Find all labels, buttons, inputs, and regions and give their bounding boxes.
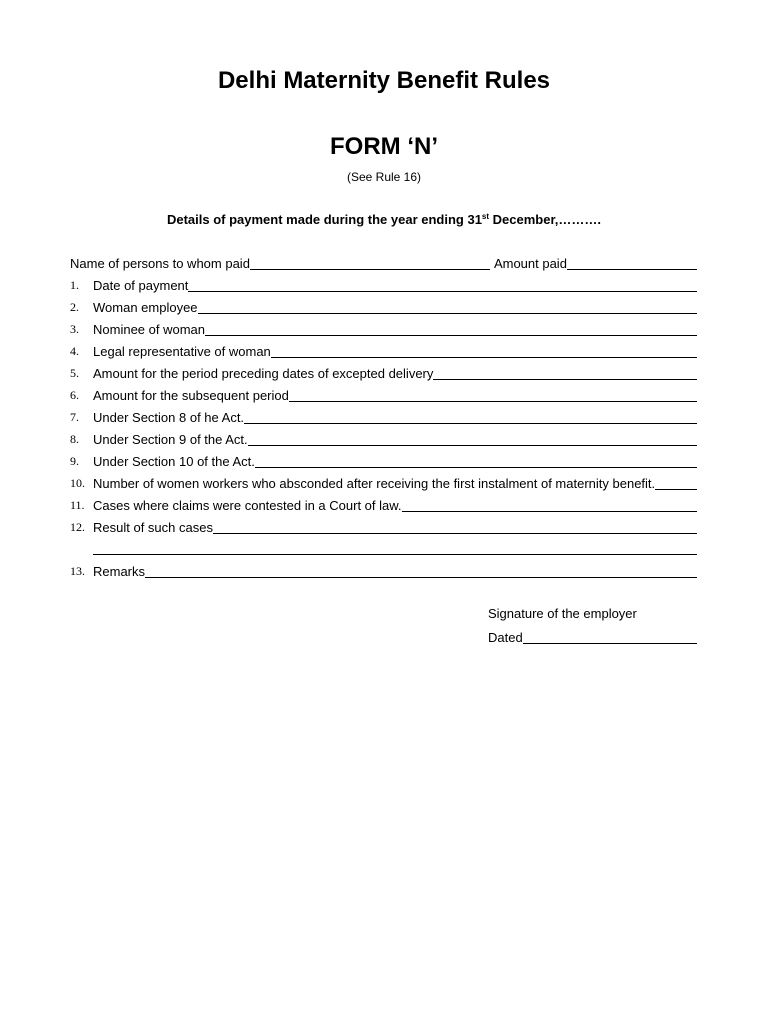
item-field[interactable] xyxy=(655,475,697,490)
form-item xyxy=(70,560,697,580)
payee-field[interactable] xyxy=(250,255,490,270)
details-heading xyxy=(0,211,768,229)
item-field[interactable] xyxy=(433,365,697,380)
form-item xyxy=(70,384,697,404)
item-number: 6. xyxy=(70,388,79,402)
item-label: Under Section 9 of the Act. xyxy=(93,432,248,447)
item-field[interactable] xyxy=(145,563,697,578)
item-label: Under Section 8 of he Act. xyxy=(93,410,245,425)
item-number: 1. xyxy=(70,278,79,292)
item-label: Remarks xyxy=(93,564,146,579)
item-number: 5. xyxy=(70,366,79,380)
item-number: 7. xyxy=(70,410,79,424)
payee-label: Name of persons to whom paid xyxy=(70,256,250,271)
item-number: 10. xyxy=(70,476,85,490)
details-superscript: st xyxy=(481,212,490,221)
payee-row xyxy=(70,252,697,272)
amount-paid-field[interactable] xyxy=(567,255,697,270)
dated-field[interactable] xyxy=(523,629,697,644)
signature-label: Signature of the employer xyxy=(488,606,637,621)
item-field[interactable] xyxy=(213,519,697,534)
item-field[interactable] xyxy=(205,321,697,336)
item-label: Date of payment xyxy=(93,278,189,293)
item-label: Amount for the subsequent period xyxy=(93,388,289,403)
item-label: Under Section 10 of the Act. xyxy=(93,454,255,469)
item-number: 11. xyxy=(70,498,85,512)
rule-reference: (See Rule 16) xyxy=(346,170,422,184)
item-number: 2. xyxy=(70,300,79,314)
item-field[interactable] xyxy=(289,387,697,402)
form-title: FORM ‘N’ xyxy=(330,133,438,160)
form-item xyxy=(70,362,697,382)
item-label: Cases where claims were contested in a Court of law. xyxy=(93,498,402,513)
item-continuation-field[interactable] xyxy=(93,553,697,555)
item-field[interactable] xyxy=(188,277,697,292)
dated-label: Dated xyxy=(488,630,523,645)
form-item xyxy=(70,406,697,426)
form-item xyxy=(70,428,697,448)
form-item xyxy=(70,296,697,316)
details-prefix: Details of payment made during the year ending 31 xyxy=(166,212,482,227)
item-label: Woman employee xyxy=(93,300,198,315)
item-number: 13. xyxy=(70,564,85,578)
item-label: Amount for the period preceding dates of excepted delivery xyxy=(93,366,434,381)
item-label: Result of such cases xyxy=(93,520,213,535)
form-item xyxy=(70,516,697,536)
item-number: 12. xyxy=(70,520,85,534)
item-field[interactable] xyxy=(248,431,697,446)
form-item xyxy=(70,472,697,492)
item-field[interactable] xyxy=(402,497,697,512)
form-item xyxy=(70,450,697,470)
details-suffix: December,………. xyxy=(489,212,602,227)
form-item xyxy=(70,494,697,514)
form-item xyxy=(70,274,697,294)
item-number: 3. xyxy=(70,322,79,336)
item-label: Number of women workers who absconded after receiving the first instalment of maternity benefit. xyxy=(93,476,656,491)
form-item xyxy=(70,318,697,338)
item-label: Nominee of woman xyxy=(93,322,205,337)
item-field[interactable] xyxy=(255,453,697,468)
dated-row xyxy=(488,626,697,646)
item-field[interactable] xyxy=(244,409,697,424)
amount-paid-label: Amount paid xyxy=(493,256,567,271)
item-label: Legal representative of woman xyxy=(93,344,271,359)
item-field[interactable] xyxy=(198,299,697,314)
item-number: 4. xyxy=(70,344,79,358)
item-number: 9. xyxy=(70,454,79,468)
item-field[interactable] xyxy=(271,343,697,358)
form-item xyxy=(70,340,697,360)
document-title: Delhi Maternity Benefit Rules xyxy=(217,67,551,94)
item-number: 8. xyxy=(70,432,79,446)
